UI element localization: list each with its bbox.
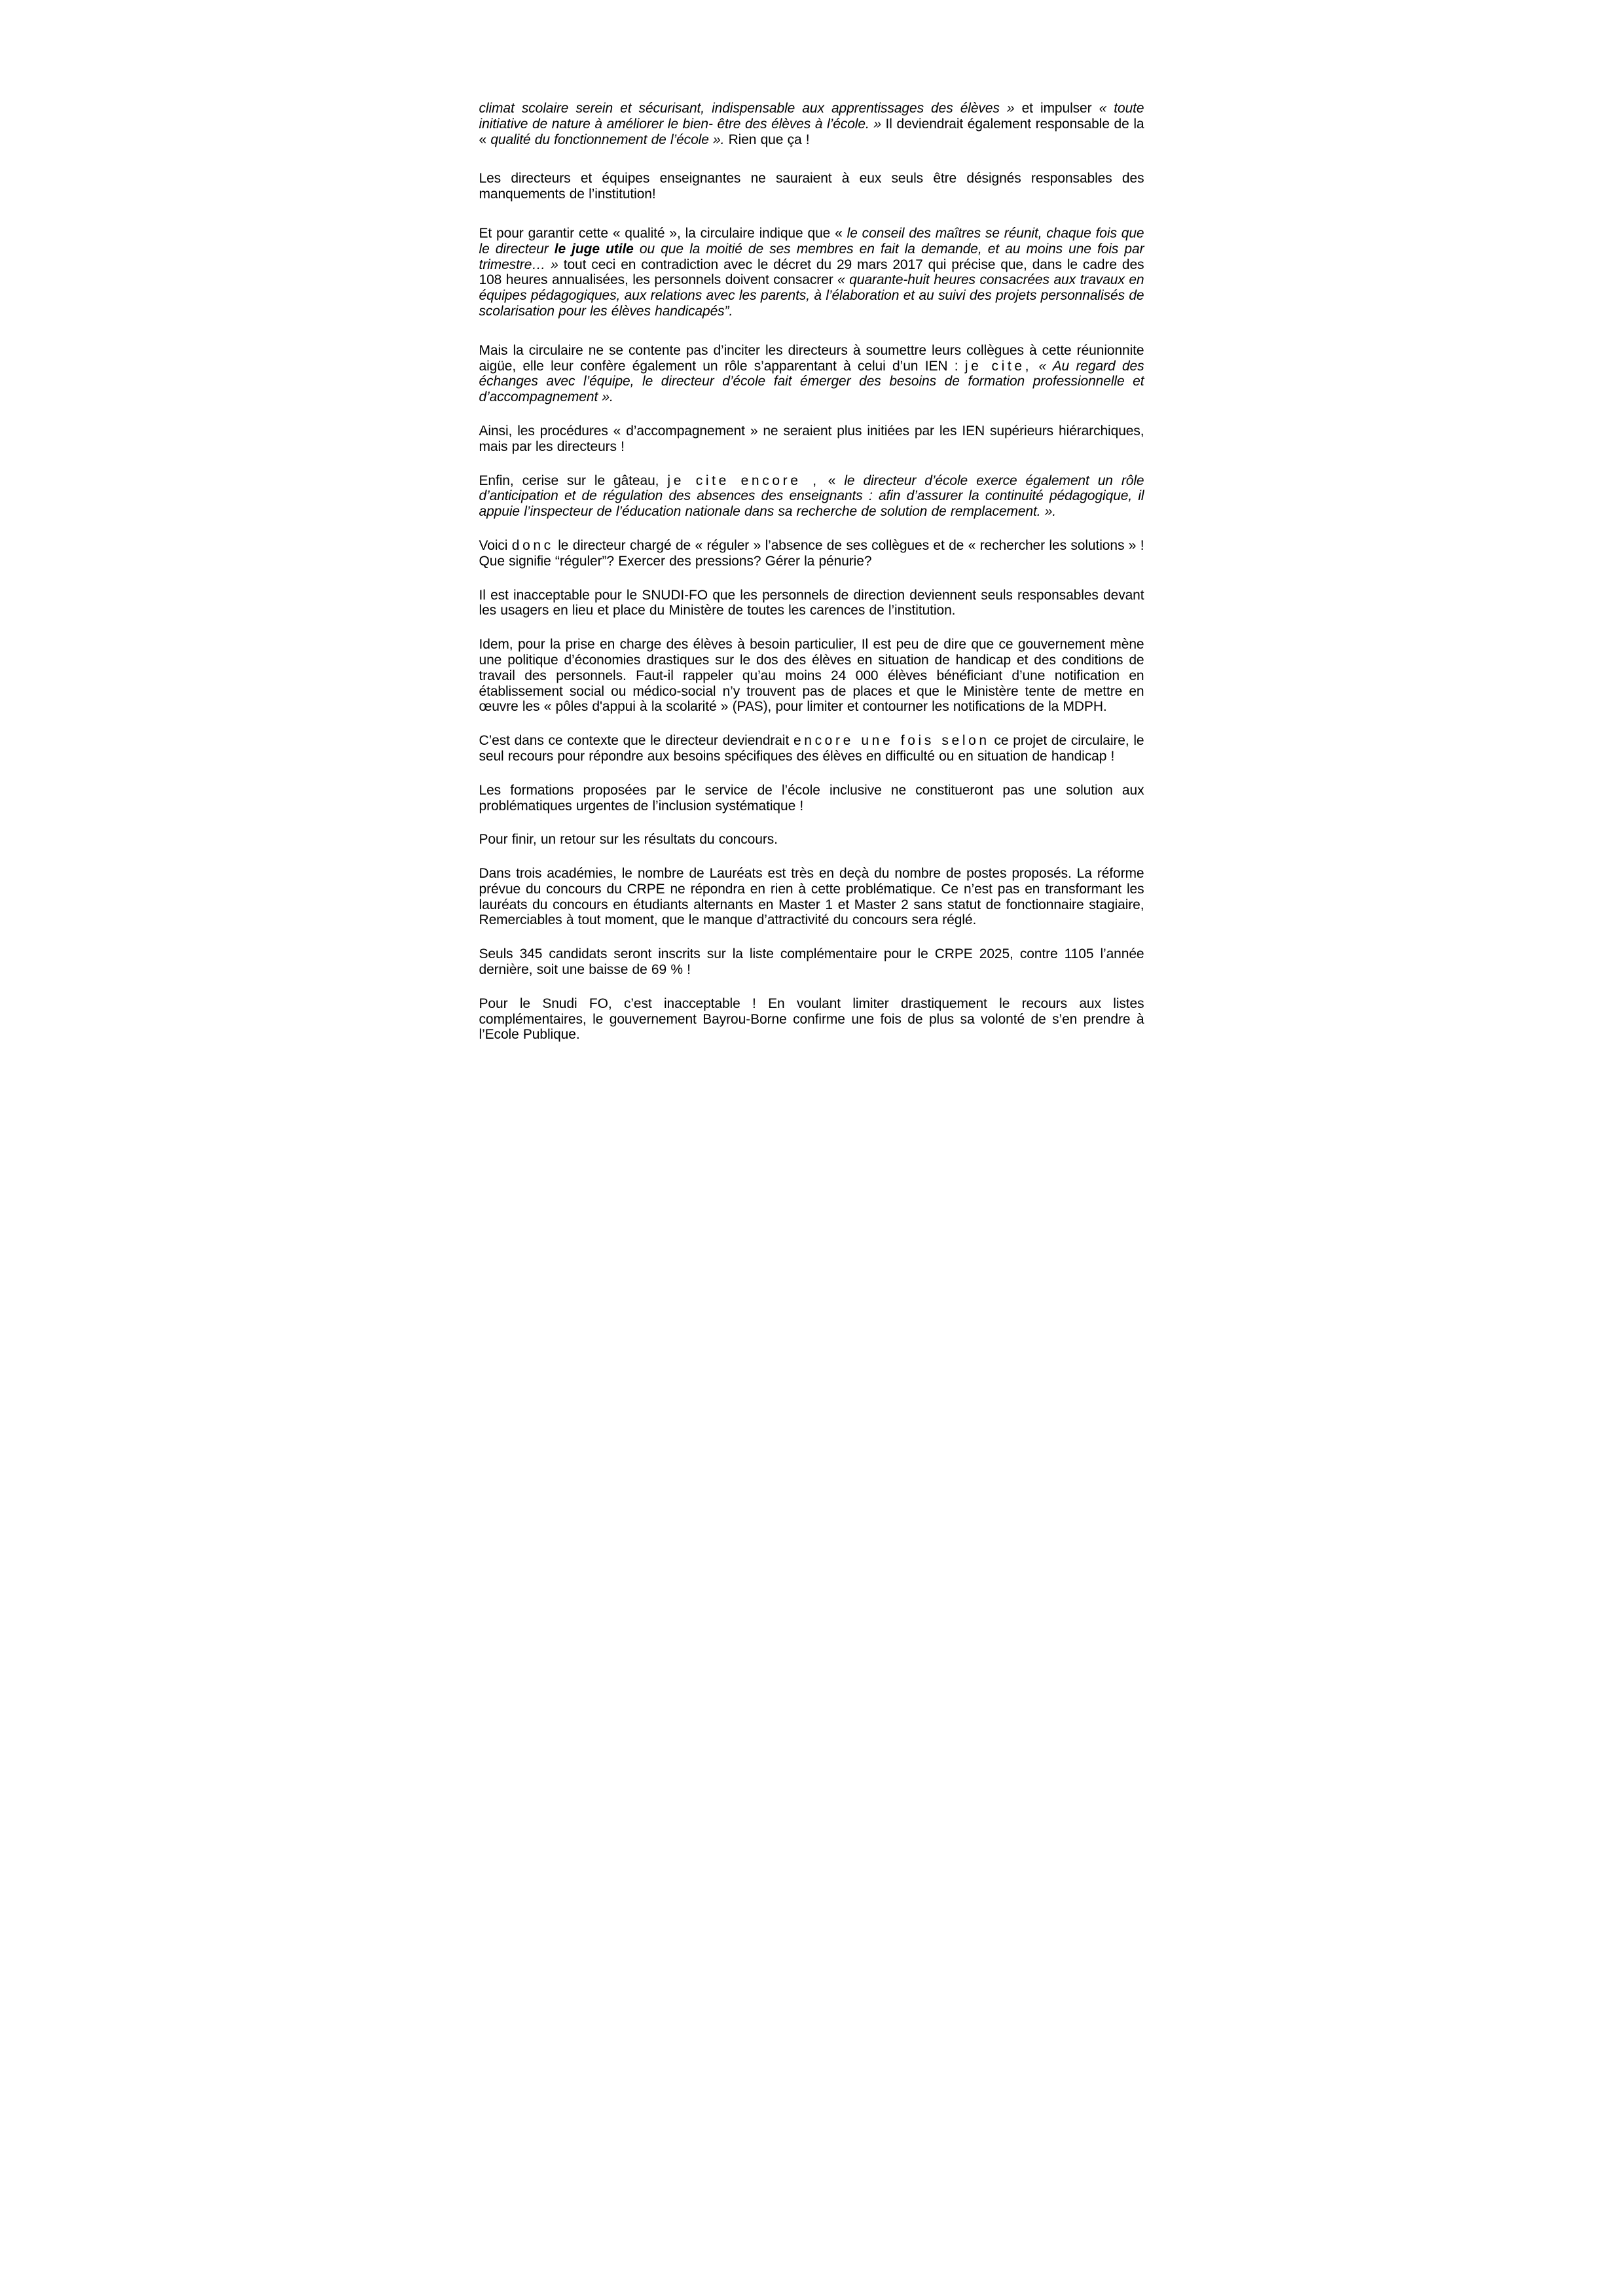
text-run: Les formations proposées par le service de l’école inclusive ne constitueront pas une solution aux problématiques urgentes de l’inclusion systématique !: [479, 782, 1144, 814]
paragraph-10: [479, 733, 1144, 764]
text-run: Seuls 345 candidats seront inscrits sur la liste complémentaire pour le CRPE 2025, contre 1105 l’année dernière, soit une baisse de 69 % !: [479, 946, 1144, 978]
text-run: C’est dans ce contexte que le directeur deviendrait: [479, 733, 793, 749]
paragraph-15: [479, 996, 1144, 1043]
text-run: je cite,: [964, 358, 1032, 374]
text-run: Et pour garantir cette « qualité », la circulaire indique que «: [479, 225, 847, 241]
document-body: [479, 101, 1144, 1043]
paragraph-1: [479, 101, 1144, 147]
paragraph-6: [479, 473, 1144, 520]
text-run: et impulser: [1021, 101, 1099, 116]
text-run: je cite encore ,: [667, 473, 820, 488]
paragraph-3: [479, 226, 1144, 319]
text-run: le conseil des maîtres se réunit, chaque fois que le directeur: [479, 225, 1144, 257]
text-run: Ainsi, les procédures « d’accompagnement » ne seraient plus initiées par les IEN supérieurs hiérarchiques, mais par les directeurs !: [479, 423, 1144, 454]
paragraph-7: [479, 538, 1144, 569]
text-run: le directeur chargé de « réguler » l’absence de ses collègues et de « rechercher les solutions » ! Que signifie “réguler”? Exercer des pressions? Gérer la pénurie?: [479, 537, 1144, 569]
paragraph-12: [479, 832, 1144, 848]
text-run: Il est inacceptable pour le SNUDI-FO que les personnels de direction deviennent seuls responsables devant les usagers en lieu et place du Ministère de toutes les carences de l’institution.: [479, 587, 1144, 619]
paragraph-13: [479, 866, 1144, 928]
text-run: le juge utile: [554, 241, 634, 257]
text-run: Dans trois académies, le nombre de Lauréats est très en deçà du nombre de postes proposés. La réforme prévue du concours du CRPE ne répondra en rien à cette problématique. Ce n’est pas en transformant les lauréats du concours en étudiants alternants en Master 1 et Master 2 sans statut de fonctionnaire stagiaire, Remerciables à tout moment, que le manque d’attractivité du concours sera réglé.: [479, 866, 1144, 928]
text-run: qualité du fonctionnement de l’école ».: [490, 132, 725, 147]
paragraph-11: [479, 783, 1144, 814]
text-run: Voici: [479, 537, 512, 553]
paragraph-5: [479, 423, 1144, 455]
text-run: [1032, 359, 1038, 374]
text-run: « toute initiative de nature à améliorer le bien- être des élèves à l’école. »: [479, 101, 1144, 132]
text-run: Rien que ça !: [724, 132, 810, 147]
document-page: [406, 0, 1218, 1148]
text-run: donc: [511, 537, 554, 553]
text-run: « quarante-huit heures consacrées aux travaux en équipes pédagogiques, aux relations avec les parents, à l’élaboration et au suivi des projets personnalisés de scolarisation pour les élèves handicapés”.: [479, 272, 1144, 319]
text-run: Il deviendrait également responsable de la «: [479, 116, 1144, 147]
text-run: Idem, pour la prise en charge des élèves à besoin particulier, Il est peu de dire que ce gouvernement mène une politique d’économies drastiques sur le dos des élèves en situation de handicap et des conditions de travail des personnels. Faut-il rappeler qu’au moins 24 000 élèves bénéficiant d’une notification en établissement social ou médico-social n’y trouvent pas de places et que le Ministère tente de mettre en œuvre les « pôles d'appui à la scolarité » (PAS), pour limiter et contourner les notifications de la MDPH.: [479, 637, 1144, 715]
paragraph-2: [479, 171, 1144, 202]
text-run: Pour finir, un retour sur les résultats du concours.: [479, 832, 778, 848]
paragraph-4: [479, 343, 1144, 405]
paragraph-9: [479, 637, 1144, 715]
text-run: « Au regard des échanges avec l’équipe, le directeur d’école fait émerger des besoins de formation professionnelle et d’accompagnement ».: [479, 358, 1144, 405]
text-run: Pour le Snudi FO, c’est inacceptable ! En voulant limiter drastiquement le recours aux listes complémentaires, le gouvernement Bayrou-Borne confirme une fois de plus sa volonté de s’en prendre à l’Ecole Publique.: [479, 996, 1144, 1043]
text-run: encore une fois selon: [793, 733, 990, 749]
text-run: Enfin, cerise sur le gâteau,: [479, 473, 668, 488]
paragraph-8: [479, 588, 1144, 619]
text-run: climat scolaire serein et sécurisant, indispensable aux apprentissages des élèves »: [479, 101, 1022, 116]
text-run: le directeur d’école exerce également un rôle d’anticipation et de régulation des absences des enseignants : afin d’assurer la continuité pédagogique, il appuie l’inspecteur de l’éducation nationale dans sa recherche de solution de remplacement. ».: [479, 473, 1144, 520]
text-run: ou que la moitié de ses membres en fait la demande, et au moins une fois par trimestre… »: [479, 241, 1144, 272]
text-run: Mais la circulaire ne se contente pas d’inciter les directeurs à soumettre leurs collègues à cette réunionnite aigüe, elle leur confère également un rôle s’apparentant à celui d’un IEN :: [479, 342, 1144, 374]
text-run: «: [819, 473, 845, 488]
text-run: Les directeurs et équipes enseignantes ne sauraient à eux seuls être désignés responsables des manquements de l’institution!: [479, 171, 1144, 202]
text-run: ce projet de circulaire, le seul recours pour répondre aux besoins spécifiques des élèves en difficulté ou en situation de handicap !: [479, 733, 1144, 764]
text-run: tout ceci en contradiction avec le décret du 29 mars 2017 qui précise que, dans le cadre des 108 heures annualisées, les personnels doivent consacrer: [479, 257, 1144, 288]
paragraph-14: [479, 946, 1144, 978]
